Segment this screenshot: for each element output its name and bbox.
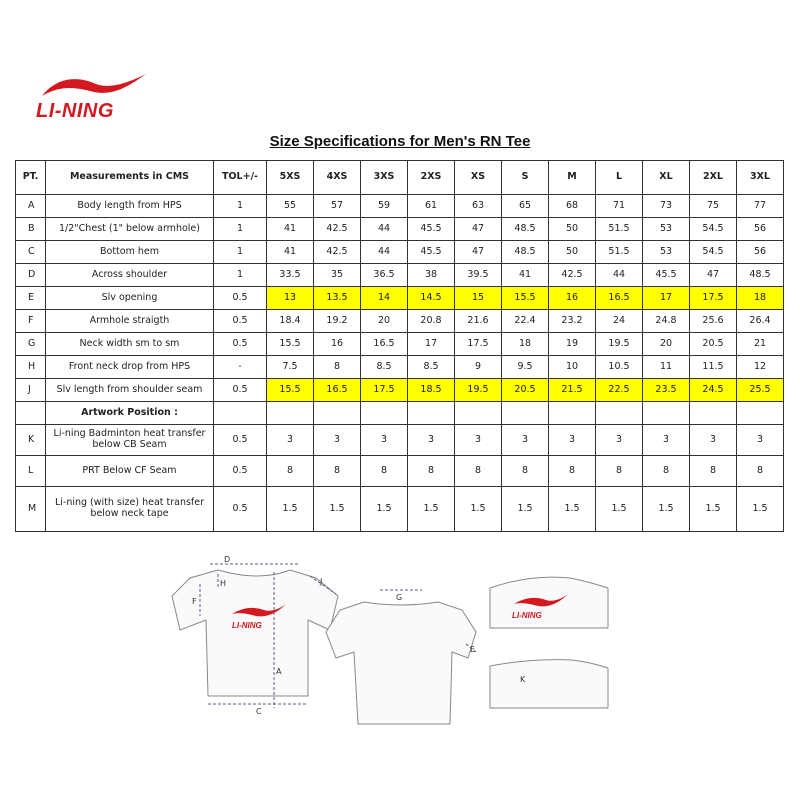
size-value: 1.5 bbox=[361, 487, 408, 532]
point-code: M bbox=[16, 487, 46, 532]
size-value: 36.5 bbox=[361, 264, 408, 287]
size-value: 18.5 bbox=[408, 379, 455, 402]
size-value: 24.8 bbox=[643, 310, 690, 333]
size-value: 57 bbox=[314, 195, 361, 218]
neck-detail-sketch bbox=[490, 577, 608, 708]
size-value: 1.5 bbox=[455, 487, 502, 532]
table-row bbox=[16, 356, 784, 379]
size-value: 39.5 bbox=[455, 264, 502, 287]
size-value: 47 bbox=[690, 264, 737, 287]
size-value: 12 bbox=[737, 356, 784, 379]
tolerance-value: 0.5 bbox=[214, 333, 267, 356]
size-value: 19.2 bbox=[314, 310, 361, 333]
size-value: 45.5 bbox=[643, 264, 690, 287]
size-value: 54.5 bbox=[690, 218, 737, 241]
size-value: 17.5 bbox=[690, 287, 737, 310]
size-value: 41 bbox=[267, 218, 314, 241]
measurement-name: Front neck drop from HPS bbox=[46, 356, 214, 379]
point-code: D bbox=[16, 264, 46, 287]
table-row bbox=[16, 425, 784, 456]
size-value: 8 bbox=[549, 456, 596, 487]
size-value: 45.5 bbox=[408, 218, 455, 241]
point-code: F bbox=[16, 310, 46, 333]
size-value: 11.5 bbox=[690, 356, 737, 379]
size-value: 16.5 bbox=[361, 333, 408, 356]
size-value: 77 bbox=[737, 195, 784, 218]
size-value: 25.6 bbox=[690, 310, 737, 333]
size-value: 1.5 bbox=[643, 487, 690, 532]
brand-logo bbox=[34, 70, 154, 126]
empty-cell bbox=[361, 402, 408, 425]
table-row bbox=[16, 241, 784, 264]
size-value: 17.5 bbox=[361, 379, 408, 402]
size-value: 15 bbox=[455, 287, 502, 310]
garment-diagrams bbox=[160, 548, 620, 728]
size-value: 1.5 bbox=[737, 487, 784, 532]
size-value: 9.5 bbox=[502, 356, 549, 379]
size-value: 10 bbox=[549, 356, 596, 379]
size-value: 41 bbox=[502, 264, 549, 287]
size-value: 8 bbox=[690, 456, 737, 487]
size-value: 42.5 bbox=[314, 241, 361, 264]
size-value: 45.5 bbox=[408, 241, 455, 264]
label-g: G bbox=[396, 593, 403, 602]
size-value: 18 bbox=[502, 333, 549, 356]
empty-cell bbox=[737, 402, 784, 425]
size-value: 13.5 bbox=[314, 287, 361, 310]
header-pt: PT. bbox=[16, 161, 46, 195]
size-value: 15.5 bbox=[267, 379, 314, 402]
size-value: 41 bbox=[267, 241, 314, 264]
size-value: 20.5 bbox=[690, 333, 737, 356]
measurement-name: Slv length from shoulder seam bbox=[46, 379, 214, 402]
size-value: 1.5 bbox=[596, 487, 643, 532]
header-size: 3XL bbox=[737, 161, 784, 195]
table-header-row bbox=[16, 161, 784, 195]
size-value: 48.5 bbox=[737, 264, 784, 287]
size-value: 44 bbox=[361, 218, 408, 241]
size-value: 71 bbox=[596, 195, 643, 218]
size-value: 13 bbox=[267, 287, 314, 310]
size-value: 17 bbox=[643, 287, 690, 310]
point-code: E bbox=[16, 287, 46, 310]
size-value: 16 bbox=[314, 333, 361, 356]
table-row bbox=[16, 287, 784, 310]
empty-cell bbox=[455, 402, 502, 425]
label-a: A bbox=[276, 667, 282, 676]
tolerance-value: 0.5 bbox=[214, 310, 267, 333]
header-size: 2XS bbox=[408, 161, 455, 195]
label-f: F bbox=[192, 597, 197, 606]
size-value: 8.5 bbox=[408, 356, 455, 379]
point-code: H bbox=[16, 356, 46, 379]
tolerance-value: 1 bbox=[214, 195, 267, 218]
header-measure: Measurements in CMS bbox=[46, 161, 214, 195]
size-value: 16.5 bbox=[596, 287, 643, 310]
size-value: 44 bbox=[596, 264, 643, 287]
size-value: 8 bbox=[502, 456, 549, 487]
size-value: 38 bbox=[408, 264, 455, 287]
header-size: XS bbox=[455, 161, 502, 195]
tolerance-value: - bbox=[214, 356, 267, 379]
table-row bbox=[16, 310, 784, 333]
size-value: 1.5 bbox=[408, 487, 455, 532]
tolerance-value: 1 bbox=[214, 241, 267, 264]
size-value: 3 bbox=[455, 425, 502, 456]
empty-cell bbox=[549, 402, 596, 425]
size-value: 8 bbox=[267, 456, 314, 487]
size-value: 17 bbox=[408, 333, 455, 356]
size-value: 8 bbox=[314, 456, 361, 487]
tolerance-value: 0.5 bbox=[214, 425, 267, 456]
front-logo-text: LI-NING bbox=[232, 621, 262, 630]
measurement-name: Slv opening bbox=[46, 287, 214, 310]
size-value: 16.5 bbox=[314, 379, 361, 402]
size-value: 3 bbox=[267, 425, 314, 456]
measurement-name: PRT Below CF Seam bbox=[46, 456, 214, 487]
size-value: 21.6 bbox=[455, 310, 502, 333]
size-value: 17.5 bbox=[455, 333, 502, 356]
size-value: 22.5 bbox=[596, 379, 643, 402]
measurement-name: Li-ning (with size) heat transfer below neck tape bbox=[46, 487, 214, 532]
measurement-name: Across shoulder bbox=[46, 264, 214, 287]
measurement-name: Neck width sm to sm bbox=[46, 333, 214, 356]
size-value: 14 bbox=[361, 287, 408, 310]
label-c: C bbox=[256, 707, 262, 716]
size-value: 24 bbox=[596, 310, 643, 333]
size-value: 53 bbox=[643, 241, 690, 264]
size-value: 1.5 bbox=[267, 487, 314, 532]
size-value: 1.5 bbox=[502, 487, 549, 532]
size-value: 15.5 bbox=[267, 333, 314, 356]
size-value: 10.5 bbox=[596, 356, 643, 379]
size-value: 68 bbox=[549, 195, 596, 218]
table-row bbox=[16, 218, 784, 241]
size-value: 8 bbox=[408, 456, 455, 487]
size-value: 22.4 bbox=[502, 310, 549, 333]
measurement-name: Li-ning Badminton heat transfer below CB Seam bbox=[46, 425, 214, 456]
size-value: 51.5 bbox=[596, 218, 643, 241]
tolerance-value: 0.5 bbox=[214, 287, 267, 310]
size-value: 35 bbox=[314, 264, 361, 287]
empty-cell bbox=[408, 402, 455, 425]
size-value: 63 bbox=[455, 195, 502, 218]
size-value: 15.5 bbox=[502, 287, 549, 310]
label-e: E bbox=[470, 645, 476, 654]
point-code: B bbox=[16, 218, 46, 241]
header-size: L bbox=[596, 161, 643, 195]
measurement-name: 1/2"Chest (1" below armhole) bbox=[46, 218, 214, 241]
size-value: 19.5 bbox=[455, 379, 502, 402]
artwork-heading: Artwork Position : bbox=[46, 402, 214, 425]
size-value: 8 bbox=[455, 456, 502, 487]
table-row bbox=[16, 487, 784, 532]
size-value: 8 bbox=[361, 456, 408, 487]
size-spec-table bbox=[15, 160, 784, 532]
size-value: 3 bbox=[690, 425, 737, 456]
size-value: 56 bbox=[737, 218, 784, 241]
empty-cell bbox=[690, 402, 737, 425]
size-value: 21.5 bbox=[549, 379, 596, 402]
label-d: D bbox=[224, 555, 231, 564]
size-value: 48.5 bbox=[502, 241, 549, 264]
size-value: 8 bbox=[596, 456, 643, 487]
size-value: 7.5 bbox=[267, 356, 314, 379]
table-row bbox=[16, 264, 784, 287]
empty-cell bbox=[16, 402, 46, 425]
size-value: 42.5 bbox=[549, 264, 596, 287]
size-value: 47 bbox=[455, 241, 502, 264]
size-value: 25.5 bbox=[737, 379, 784, 402]
point-code: G bbox=[16, 333, 46, 356]
measurement-name: Armhole straigth bbox=[46, 310, 214, 333]
size-value: 8 bbox=[314, 356, 361, 379]
tolerance-value: 0.5 bbox=[214, 379, 267, 402]
size-value: 20 bbox=[643, 333, 690, 356]
empty-cell bbox=[214, 402, 267, 425]
size-value: 3 bbox=[314, 425, 361, 456]
size-value: 42.5 bbox=[314, 218, 361, 241]
size-value: 75 bbox=[690, 195, 737, 218]
size-value: 65 bbox=[502, 195, 549, 218]
table-row bbox=[16, 379, 784, 402]
size-value: 26.4 bbox=[737, 310, 784, 333]
size-value: 33.5 bbox=[267, 264, 314, 287]
size-value: 44 bbox=[361, 241, 408, 264]
header-size: 5XS bbox=[267, 161, 314, 195]
size-value: 3 bbox=[643, 425, 690, 456]
point-code: C bbox=[16, 241, 46, 264]
point-code: L bbox=[16, 456, 46, 487]
header-size: 4XS bbox=[314, 161, 361, 195]
size-value: 8 bbox=[737, 456, 784, 487]
size-value: 20.8 bbox=[408, 310, 455, 333]
size-value: 3 bbox=[408, 425, 455, 456]
header-size: M bbox=[549, 161, 596, 195]
label-j: J bbox=[320, 577, 323, 586]
empty-cell bbox=[314, 402, 361, 425]
size-value: 3 bbox=[502, 425, 549, 456]
empty-cell bbox=[596, 402, 643, 425]
size-value: 55 bbox=[267, 195, 314, 218]
table-body bbox=[16, 195, 784, 532]
size-value: 8 bbox=[643, 456, 690, 487]
size-value: 14.5 bbox=[408, 287, 455, 310]
measurement-name: Body length from HPS bbox=[46, 195, 214, 218]
size-value: 20.5 bbox=[502, 379, 549, 402]
table-row bbox=[16, 195, 784, 218]
size-value: 53 bbox=[643, 218, 690, 241]
size-value: 19.5 bbox=[596, 333, 643, 356]
size-value: 50 bbox=[549, 241, 596, 264]
empty-cell bbox=[267, 402, 314, 425]
label-k: K bbox=[520, 675, 526, 684]
artwork-heading-row bbox=[16, 402, 784, 425]
size-value: 3 bbox=[549, 425, 596, 456]
header-size: 2XL bbox=[690, 161, 737, 195]
page-title: Size Specifications for Men's RN Tee bbox=[269, 133, 531, 150]
header-size: XL bbox=[643, 161, 690, 195]
size-value: 56 bbox=[737, 241, 784, 264]
size-value: 48.5 bbox=[502, 218, 549, 241]
back-tee-sketch bbox=[326, 602, 476, 724]
size-value: 3 bbox=[596, 425, 643, 456]
size-value: 9 bbox=[455, 356, 502, 379]
header-size: 3XS bbox=[361, 161, 408, 195]
size-value: 24.5 bbox=[690, 379, 737, 402]
size-value: 19 bbox=[549, 333, 596, 356]
size-value: 18 bbox=[737, 287, 784, 310]
table-row bbox=[16, 333, 784, 356]
size-value: 1.5 bbox=[314, 487, 361, 532]
size-value: 73 bbox=[643, 195, 690, 218]
tolerance-value: 1 bbox=[214, 264, 267, 287]
tolerance-value: 0.5 bbox=[214, 456, 267, 487]
size-value: 50 bbox=[549, 218, 596, 241]
size-value: 3 bbox=[737, 425, 784, 456]
front-tee-sketch bbox=[172, 570, 338, 696]
point-code: K bbox=[16, 425, 46, 456]
size-value: 20 bbox=[361, 310, 408, 333]
header-tol: TOL+/- bbox=[214, 161, 267, 195]
label-h: H bbox=[220, 579, 227, 588]
tolerance-value: 0.5 bbox=[214, 487, 267, 532]
size-value: 11 bbox=[643, 356, 690, 379]
size-value: 16 bbox=[549, 287, 596, 310]
size-value: 3 bbox=[361, 425, 408, 456]
size-value: 23.5 bbox=[643, 379, 690, 402]
size-value: 61 bbox=[408, 195, 455, 218]
header-size: S bbox=[502, 161, 549, 195]
size-value: 51.5 bbox=[596, 241, 643, 264]
empty-cell bbox=[643, 402, 690, 425]
size-value: 47 bbox=[455, 218, 502, 241]
measurement-name: Bottom hem bbox=[46, 241, 214, 264]
point-code: A bbox=[16, 195, 46, 218]
swoosh-icon bbox=[34, 70, 154, 104]
size-value: 1.5 bbox=[549, 487, 596, 532]
size-value: 23.2 bbox=[549, 310, 596, 333]
brand-wordmark: LI-NING bbox=[36, 100, 114, 122]
size-value: 54.5 bbox=[690, 241, 737, 264]
point-code: J bbox=[16, 379, 46, 402]
tolerance-value: 1 bbox=[214, 218, 267, 241]
size-value: 1.5 bbox=[690, 487, 737, 532]
empty-cell bbox=[502, 402, 549, 425]
size-value: 8.5 bbox=[361, 356, 408, 379]
size-value: 21 bbox=[737, 333, 784, 356]
table-row bbox=[16, 456, 784, 487]
size-value: 18.4 bbox=[267, 310, 314, 333]
neck-logo-text: LI-NING bbox=[512, 611, 542, 620]
size-value: 59 bbox=[361, 195, 408, 218]
